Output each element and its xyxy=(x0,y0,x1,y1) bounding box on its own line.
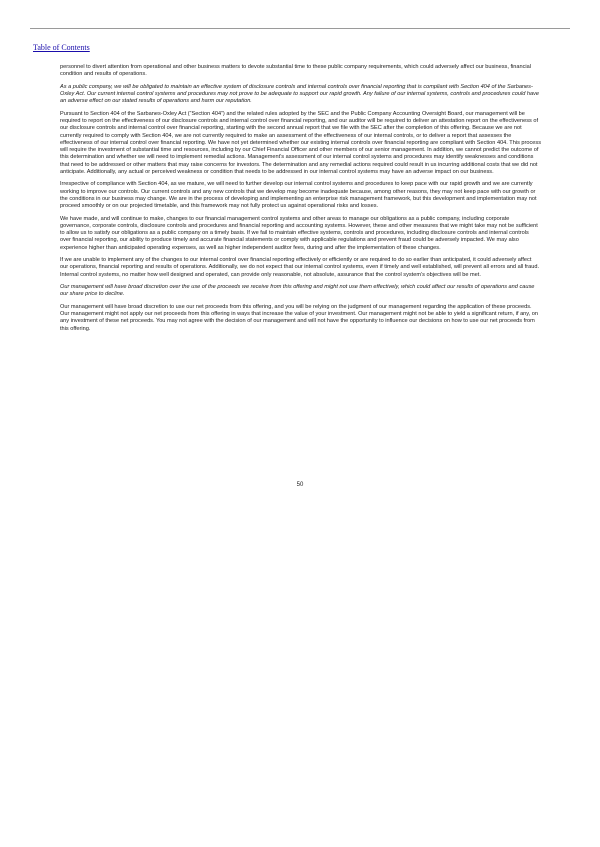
paragraph-broad-discretion: Our management will have broad discretion to use our net proceeds from this offering, and you will be relying on the judgment of our management regarding the application of these proceeds. Our management might not apply our net proceeds from this offering in ways that increase the value of your investment. Our management might not be able to yield a significant return, if any, on any investment of these net proceeds. You may not agree with the decision of our management and will not have the opportunity to influence our decisions on how to use our net proceeds from this offering. xyxy=(60,303,539,332)
table-of-contents-link[interactable]: Table of Contents xyxy=(33,43,90,52)
risk-heading-use-of-proceeds: Our management will have broad discretion over the use of the proceeds we receive from this offering and might not use them effectively, which could affect our results of operations and cause our share price to decline. xyxy=(60,284,535,298)
risk-heading-internal-controls: As a public company, we will be obligated to maintain an effective system of disclosure controls and internal controls over financial reporting that is compliant with Section 404 of the Sarbanes-Oxley Act. Our current internal control systems and procedures may not prove to be adequate to support our rapid growth. Any failure of our internal systems, controls and procedures could have an adverse effect on our stated results of operations and harm our reputation. xyxy=(60,83,540,105)
header-divider xyxy=(30,28,570,29)
paragraph-section-404: Pursuant to Section 404 of the Sarbanes-Oxley Act (“Section 404”) and the related rules adopted by the SEC and the Public Company Accounting Oversight Board, our management will be required to report on the effectiveness of our disclosure controls and internal control over financial reporting, and our auditor will be required to deliver an attestation report on the effectiveness of our disclosure controls and internal control over financial reporting, starting with the second annual report that we file with the SEC after the completion of this offering. Because we are not currently required to comply with Section 404, we are not currently required to make an assessment of the effectiveness of our internal controls, or to deliver a report that assesses the effectiveness of our internal control over financial reporting. We have not yet determined whether our existing internal controls over financial reporting are compliant with Section 404. This process will require the investment of substantial time and resources, including by our Chief Financial Officer and other members of our senior management. In addition, we cannot predict the outcome of this determination and whether we will need to implement remedial actions. Management’s assessment of our internal control systems and procedures may identify weaknesses and conditions that need to be addressed or other matters that may raise concerns for investors. The determination and any remedial actions required could result in us incurring additional costs that we did not anticipate. Additionally, any actual or perceived weakness or condition that needs to be addressed in our internal control systems may have an adverse impact on our business. xyxy=(60,110,542,175)
page-number: 50 xyxy=(296,482,304,488)
paragraph-implementation-failure: If we are unable to implement any of the changes to our internal control over financial reporting effectively or efficiently or are required to do so earlier than anticipated, it could adversely affect our operations, financial reporting and results of operations. Additionally, we do not expect that our internal control systems, even if timely and well established, will prevent all errors and all fraud. Internal control systems, no matter how well designed and operated, can provide only reasonable, not absolute, assurance that the control system’s objectives will be met. xyxy=(60,257,540,278)
paragraph-control-changes: We have made, and will continue to make, changes to our financial management control systems and other areas to manage our obligations as a public company, including corporate governance, corporate controls, disclosure controls and procedures and financial reporting and accounting systems. However, these and other measures that we might take may not be sufficient to allow us to satisfy our obligations as a public company on a timely basis. If we fail to maintain effective systems, controls and procedures, including disclosure controls and internal controls over financial reporting, our ability to produce timely and accurate financial statements or comply with applicable regulations and prevent fraud could be adversely impacted. We may also experience higher than anticipated operating expenses, as well as higher independent auditor fees, during and after the implementation of these changes. xyxy=(60,215,538,251)
paragraph-public-company-requirements: personnel to divert attention from operational and other business matters to devote substantial time to these public company requirements, which could adversely affect our business, financial condition and results of operations. xyxy=(60,64,531,78)
document-body xyxy=(60,64,541,338)
paragraph-compliance-growth: Irrespective of compliance with Section 404, as we mature, we will need to further develop our internal control systems and procedures to keep pace with our rapid growth and we are currently working to improve our controls. Our current controls and any new controls that we develop may become inadequate because, among other reasons, they may not keep pace with our growth or the conditions in our business may change. We are in the process of developing and implementing an enterprise risk management framework, but this development and implementation may not proceed smoothly or on our projected timetable, and this framework may not fully protect us against operational risks and losses. xyxy=(60,181,537,210)
